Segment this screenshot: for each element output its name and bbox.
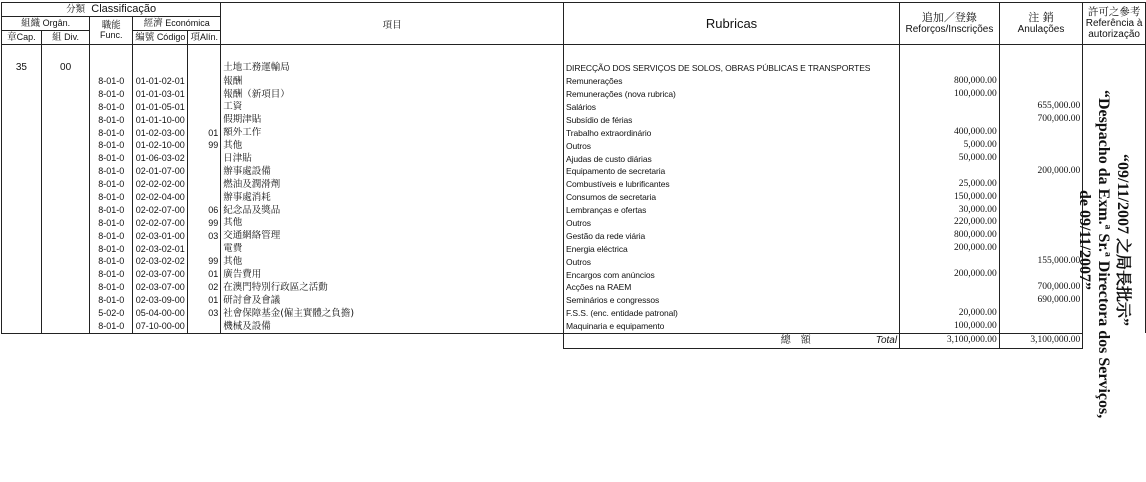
item-zh-cell: 其他 (221, 217, 564, 230)
table-row (2, 88, 1146, 101)
funcional-header: 職能 Func. (90, 17, 133, 45)
func-cell: 8-01-0 (90, 127, 133, 140)
item-zh-cell: 其他 (221, 255, 564, 268)
table-row (2, 165, 1146, 178)
div-cell (41, 217, 89, 230)
classificacao-header: 分類 Classificação (2, 3, 221, 17)
item-pt-cell: Acções na RAEM (564, 281, 900, 294)
table-row (2, 101, 1146, 114)
referencia-line-3: de 09/11/2007” (1076, 189, 1093, 290)
referencia-line-2: “Despacho da Exm.ª Sr.ª Directora dos Serviços, (1095, 90, 1112, 419)
reforco-cell: 100,000.00 (900, 320, 1000, 333)
code-cell: 02-02-07-00 (133, 204, 188, 217)
department-name-zh: 土地工務運輸局 (221, 61, 564, 75)
table-row (2, 139, 1146, 152)
table-row (2, 191, 1146, 204)
div-cell (41, 165, 89, 178)
reforco-cell: 200,000.00 (900, 243, 1000, 256)
item-zh-cell: 報酬（新項目） (221, 88, 564, 101)
reforco-cell: 20,000.00 (900, 307, 1000, 320)
div-cell (41, 281, 89, 294)
cap-cell (2, 320, 42, 333)
cap-cell (2, 178, 42, 191)
code-cell: 01-01-03-01 (133, 88, 188, 101)
table-row (2, 281, 1146, 294)
func-cell: 8-01-0 (90, 243, 133, 256)
table-row (2, 268, 1146, 281)
anulacao-cell (999, 127, 1082, 140)
func-cell: 8-01-0 (90, 139, 133, 152)
func-cell: 8-01-0 (90, 75, 133, 88)
capitulo-header: 章Cap. (2, 31, 42, 45)
cap-cell (2, 101, 42, 114)
item-pt-cell: Outros (564, 217, 900, 230)
alinea-cell (188, 114, 221, 127)
item-zh-cell: 額外工作 (221, 127, 564, 140)
table-row (2, 255, 1146, 268)
reforco-cell: 150,000.00 (900, 191, 1000, 204)
code-cell: 01-01-10-00 (133, 114, 188, 127)
cap-cell (2, 294, 42, 307)
anulacao-cell: 655,000.00 (999, 101, 1082, 114)
cap-cell (2, 127, 42, 140)
table-row (2, 75, 1146, 88)
reforco-cell (900, 294, 1000, 307)
cap-cell: 35 (2, 61, 42, 75)
item-pt-cell: F.S.S. (enc. entidade patronal) (564, 307, 900, 320)
div-cell (41, 230, 89, 243)
alinea-cell (188, 178, 221, 191)
table-row (2, 217, 1146, 230)
item-pt-cell: Gestão da rede viária (564, 230, 900, 243)
table-row (2, 307, 1146, 320)
item-pt-cell: Lembranças e ofertas (564, 204, 900, 217)
item-pt-cell: Remunerações (564, 75, 900, 88)
item-pt-cell: Ajudas de custo diárias (564, 152, 900, 165)
item-zh-cell: 報酬 (221, 75, 564, 88)
item-pt-cell: Trabalho extraordinário (564, 127, 900, 140)
item-pt-cell: Seminários e congressos (564, 294, 900, 307)
alinea-cell: 02 (188, 281, 221, 294)
item-pt-cell: Salários (564, 101, 900, 114)
func-cell: 8-01-0 (90, 230, 133, 243)
item-pt-cell: Consumos de secretaria (564, 191, 900, 204)
anulacao-cell (999, 217, 1082, 230)
alinea-cell: 01 (188, 294, 221, 307)
reforco-cell: 220,000.00 (900, 217, 1000, 230)
anulacao-cell (999, 268, 1082, 281)
item-pt-cell: Subsídio de férias (564, 114, 900, 127)
reforco-cell (900, 255, 1000, 268)
total-row (2, 333, 1146, 348)
cap-cell (2, 217, 42, 230)
div-cell (41, 152, 89, 165)
reforco-cell: 400,000.00 (900, 127, 1000, 140)
item-zh-cell: 在澳門特別行政區之活動 (221, 281, 564, 294)
cap-cell (2, 152, 42, 165)
alinea-cell: 99 (188, 217, 221, 230)
reforco-cell: 30,000.00 (900, 204, 1000, 217)
div-cell (41, 320, 89, 333)
func-cell: 8-01-0 (90, 217, 133, 230)
func-cell: 8-01-0 (90, 268, 133, 281)
code-cell: 02-03-09-00 (133, 294, 188, 307)
code-cell: 02-03-01-00 (133, 230, 188, 243)
anulacao-cell (999, 152, 1082, 165)
func-cell: 8-01-0 (90, 204, 133, 217)
table-row (2, 243, 1146, 256)
table-row (2, 320, 1146, 333)
alinea-cell: 03 (188, 307, 221, 320)
total-anulacoes: 3,100,000.00 (999, 333, 1082, 348)
item-pt-cell: Outros (564, 139, 900, 152)
func-cell: 8-01-0 (90, 101, 133, 114)
div-cell (41, 178, 89, 191)
item-zh-cell: 辦事處設備 (221, 165, 564, 178)
div-cell (41, 204, 89, 217)
anulacao-cell (999, 307, 1082, 320)
item-zh-cell: 假期津貼 (221, 114, 564, 127)
code-cell: 02-03-07-00 (133, 281, 188, 294)
func-cell: 8-01-0 (90, 294, 133, 307)
code-cell: 02-02-07-00 (133, 217, 188, 230)
item-pt-cell: Equipamento de secretaria (564, 165, 900, 178)
div-cell (41, 75, 89, 88)
div-cell (41, 307, 89, 320)
cap-cell (2, 307, 42, 320)
anulacao-cell (999, 88, 1082, 101)
alinea-cell: 99 (188, 255, 221, 268)
div-cell (41, 191, 89, 204)
reforco-cell (900, 165, 1000, 178)
div-cell (41, 101, 89, 114)
cap-cell (2, 139, 42, 152)
code-cell: 02-03-02-01 (133, 243, 188, 256)
item-zh-cell: 辦事處消耗 (221, 191, 564, 204)
reforco-cell: 5,000.00 (900, 139, 1000, 152)
func-cell: 8-01-0 (90, 281, 133, 294)
code-cell: 01-02-10-00 (133, 139, 188, 152)
code-cell: 01-01-02-01 (133, 75, 188, 88)
item-zh-cell: 電費 (221, 243, 564, 256)
reforco-cell: 100,000.00 (900, 88, 1000, 101)
code-cell: 01-06-03-02 (133, 152, 188, 165)
alinea-cell: 01 (188, 127, 221, 140)
code-cell: 05-04-00-00 (133, 307, 188, 320)
anulacao-cell: 200,000.00 (999, 165, 1082, 178)
item-zh-cell: 機械及設備 (221, 320, 564, 333)
table-row (2, 127, 1146, 140)
cap-cell (2, 165, 42, 178)
item-zh-cell: 工資 (221, 101, 564, 114)
cap-cell (2, 204, 42, 217)
alinea-cell (188, 101, 221, 114)
cap-cell (2, 243, 42, 256)
table-row (2, 114, 1146, 127)
divisao-header: 組 Div. (41, 31, 89, 45)
item-pt-cell: Encargos com anúncios (564, 268, 900, 281)
anulacao-cell: 690,000.00 (999, 294, 1082, 307)
div-cell (41, 268, 89, 281)
alinea-cell: 06 (188, 204, 221, 217)
item-zh-cell: 其他 (221, 139, 564, 152)
anulacao-cell: 700,000.00 (999, 114, 1082, 127)
reforco-cell: 50,000.00 (900, 152, 1000, 165)
item-zh-cell: 紀念品及獎品 (221, 204, 564, 217)
anulacao-cell: 155,000.00 (999, 255, 1082, 268)
func-cell: 8-01-0 (90, 178, 133, 191)
anulacao-cell (999, 75, 1082, 88)
referencia-line-1: “09/11/2007 之局長批示” (1114, 153, 1131, 326)
cap-cell (2, 281, 42, 294)
item-zh-cell: 廣告費用 (221, 268, 564, 281)
func-cell: 8-01-0 (90, 191, 133, 204)
item-pt-cell: Outros (564, 255, 900, 268)
referencia-cell (1083, 75, 1146, 88)
item-zh-cell: 燃油及潤滑劑 (221, 178, 564, 191)
department-name-pt: DIRECÇÃO DOS SERVIÇOS DE SOLOS, OBRAS PÚBLICAS E TRANSPORTES (564, 61, 900, 75)
budget-table (1, 2, 1146, 349)
table-row (2, 230, 1146, 243)
code-cell: 01-01-05-01 (133, 101, 188, 114)
func-cell: 8-01-0 (90, 88, 133, 101)
alinea-cell (188, 243, 221, 256)
anulacao-cell (999, 178, 1082, 191)
func-cell: 8-01-0 (90, 114, 133, 127)
codigo-header: 編號 Código (133, 31, 188, 45)
code-cell: 02-02-04-00 (133, 191, 188, 204)
func-cell: 5-02-0 (90, 307, 133, 320)
func-cell: 8-01-0 (90, 255, 133, 268)
item-pt-cell: Maquinaria e equipamento (564, 320, 900, 333)
alinea-cell: 99 (188, 139, 221, 152)
reforcos-header: 追加／登錄 Reforços/Inscrições (900, 3, 1000, 45)
item-zh-cell: 日津貼 (221, 152, 564, 165)
func-cell: 8-01-0 (90, 152, 133, 165)
func-cell: 8-01-0 (90, 320, 133, 333)
item-zh-cell: 研討會及會議 (221, 294, 564, 307)
item-pt-cell: Energia eléctrica (564, 243, 900, 256)
alinea-cell (188, 88, 221, 101)
code-cell: 02-01-07-00 (133, 165, 188, 178)
alinea-cell (188, 152, 221, 165)
organica-header: 組織 Orgân. (2, 17, 90, 31)
anulacao-cell: 700,000.00 (999, 281, 1082, 294)
code-cell: 07-10-00-00 (133, 320, 188, 333)
alinea-cell (188, 165, 221, 178)
anulacao-cell (999, 243, 1082, 256)
anulacoes-header: 注 銷 Anulações (999, 3, 1082, 45)
referencia-header: 許可之參考 Referência à autorização (1083, 3, 1146, 45)
table-row (2, 294, 1146, 307)
cap-cell (2, 75, 42, 88)
reforco-cell (900, 101, 1000, 114)
div-cell (41, 255, 89, 268)
cap-cell (2, 230, 42, 243)
anulacao-cell (999, 320, 1082, 333)
referencia-despacho (1072, 90, 1132, 419)
cap-cell (2, 268, 42, 281)
cap-cell (2, 191, 42, 204)
anulacao-cell (999, 230, 1082, 243)
economica-header: 經濟 Económica (133, 17, 221, 31)
item-zh-cell: 交通網絡管理 (221, 230, 564, 243)
reforco-cell (900, 114, 1000, 127)
div-cell (41, 114, 89, 127)
div-cell (41, 243, 89, 256)
alinea-cell: 01 (188, 268, 221, 281)
code-cell: 01-02-03-00 (133, 127, 188, 140)
anulacao-cell (999, 191, 1082, 204)
cap-cell (2, 88, 42, 101)
department-row (2, 61, 1146, 75)
alinea-cell: 03 (188, 230, 221, 243)
table-row (2, 204, 1146, 217)
reforco-cell (900, 281, 1000, 294)
func-cell: 8-01-0 (90, 165, 133, 178)
alinea-header: 項Alín. (188, 31, 221, 45)
alinea-cell (188, 320, 221, 333)
alinea-cell (188, 191, 221, 204)
total-reforcos: 3,100,000.00 (900, 333, 1000, 348)
code-cell: 02-03-07-00 (133, 268, 188, 281)
anulacao-cell (999, 204, 1082, 217)
anulacao-cell (999, 139, 1082, 152)
reforco-cell: 25,000.00 (900, 178, 1000, 191)
total-label-cell (564, 333, 900, 348)
reforco-cell: 200,000.00 (900, 268, 1000, 281)
reforco-cell: 800,000.00 (900, 230, 1000, 243)
table-row (2, 178, 1146, 191)
div-cell (41, 139, 89, 152)
reforco-cell: 800,000.00 (900, 75, 1000, 88)
item-pt-cell: Remunerações (nova rubrica) (564, 88, 900, 101)
total-label-pt: Total (875, 334, 898, 346)
cap-cell (2, 114, 42, 127)
div-cell: 00 (41, 61, 89, 75)
itens-header: 項目 (221, 3, 564, 45)
code-cell: 02-03-02-02 (133, 255, 188, 268)
total-label-zh: 總 額 (780, 334, 811, 346)
div-cell (41, 294, 89, 307)
code-cell: 02-02-02-00 (133, 178, 188, 191)
cap-cell (2, 255, 42, 268)
item-pt-cell: Combustíveis e lubrificantes (564, 178, 900, 191)
item-zh-cell: 社會保障基金(僱主實體之負擔) (221, 307, 564, 320)
rubricas-header: Rubricas (564, 3, 900, 45)
div-cell (41, 88, 89, 101)
alinea-cell (188, 75, 221, 88)
div-cell (41, 127, 89, 140)
table-row (2, 152, 1146, 165)
